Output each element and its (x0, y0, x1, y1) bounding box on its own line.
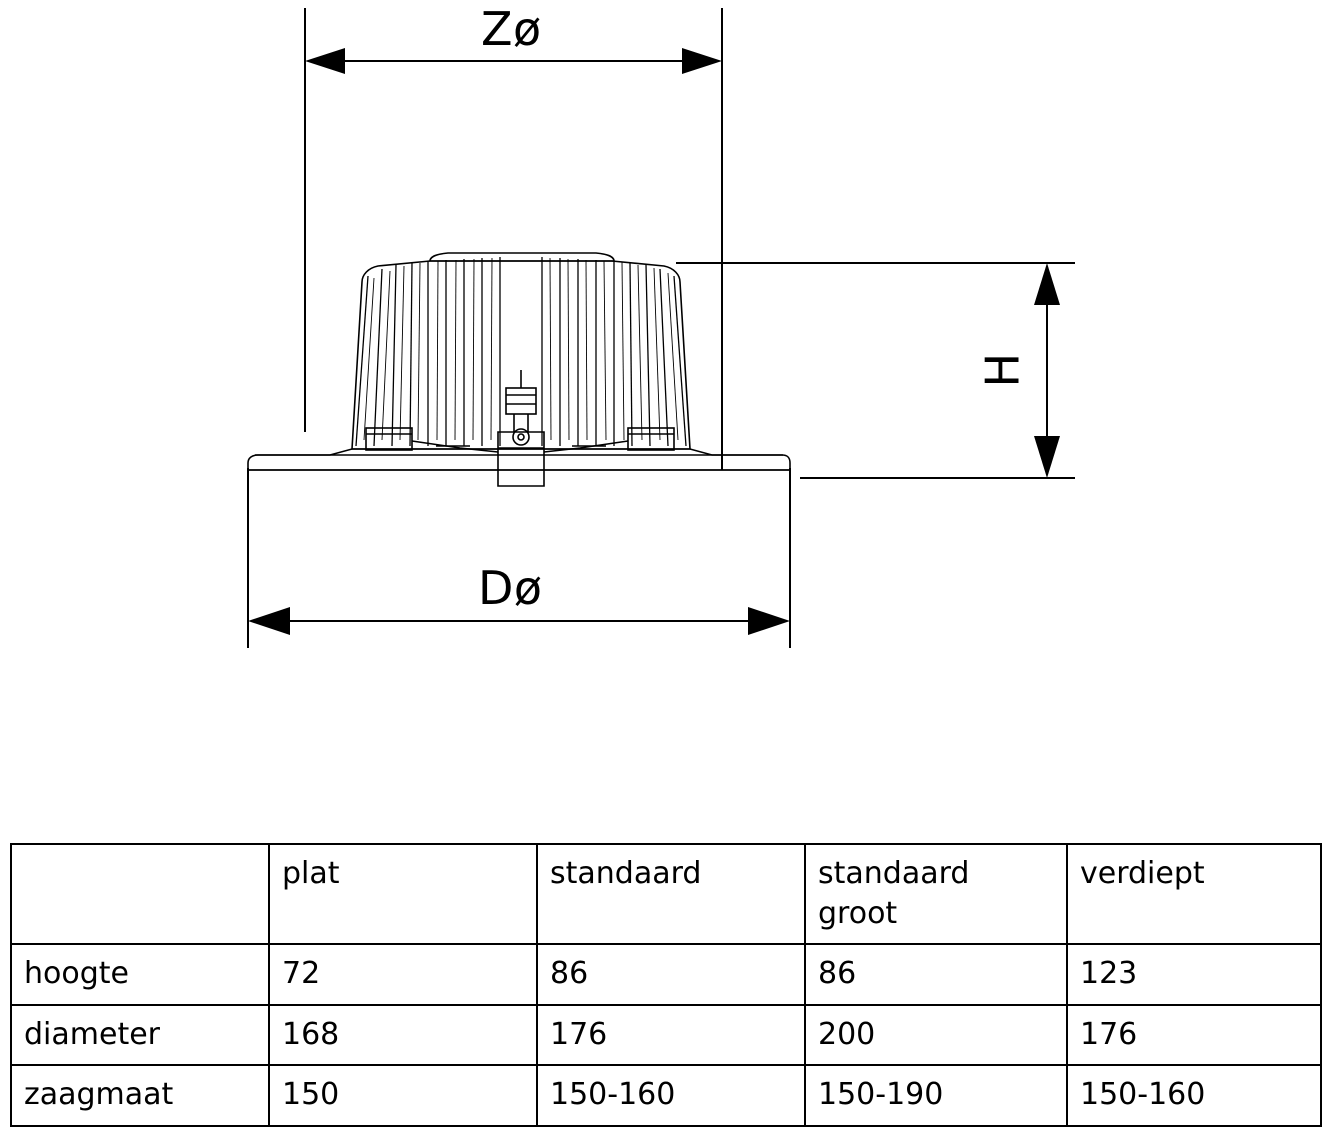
row-label-diameter: diameter (11, 1005, 269, 1066)
z-diameter-label: Zø (481, 2, 542, 56)
hoogte-plat: 72 (269, 944, 537, 1005)
header-cell-plat: plat (269, 844, 537, 944)
table-row-hoogte (11, 944, 1321, 1005)
height-label: H (975, 352, 1030, 388)
table-header-row (11, 844, 1321, 944)
table-row-zaagmaat (11, 1065, 1321, 1126)
zaagmaat-verdiept: 150-160 (1067, 1065, 1321, 1126)
center-screw-head (518, 434, 524, 440)
d-arrow-right (748, 607, 790, 635)
hoogte-verdiept: 123 (1067, 944, 1321, 1005)
spring-clip-left (366, 428, 412, 450)
d-arrow-left (248, 607, 290, 635)
z-arrow-right (682, 48, 722, 74)
header-cell-standaard-groot: standaard groot (805, 844, 1067, 944)
heatsink-outline (352, 261, 690, 449)
diameter-standaard-groot: 200 (805, 1005, 1067, 1066)
hoogte-standaard: 86 (537, 944, 805, 1005)
zaagmaat-standaard: 150-160 (537, 1065, 805, 1126)
d-diameter-label: Dø (478, 561, 543, 615)
header-cell-blank (11, 844, 269, 944)
diameter-plat: 168 (269, 1005, 537, 1066)
diameter-verdiept: 176 (1067, 1005, 1321, 1066)
table-row-diameter (11, 1005, 1321, 1066)
z-arrow-left (305, 48, 345, 74)
specification-table (10, 843, 1322, 1127)
hoogte-standaard-groot: 86 (805, 944, 1067, 1005)
terminal-block (506, 388, 536, 414)
row-label-hoogte: hoogte (11, 944, 269, 1005)
flange-outline (248, 449, 790, 470)
row-label-zaagmaat: zaagmaat (11, 1065, 269, 1126)
zaagmaat-plat: 150 (269, 1065, 537, 1126)
heatsink-fins (356, 257, 686, 446)
header-cell-verdiept: verdiept (1067, 844, 1321, 944)
top-cap (430, 253, 614, 261)
h-arrow-bottom (1034, 436, 1060, 478)
luminaire-body (248, 253, 790, 486)
h-arrow-top (1034, 263, 1060, 305)
header-cell-standaard: standaard (537, 844, 805, 944)
zaagmaat-standaard-groot: 150-190 (805, 1065, 1067, 1126)
diameter-standaard: 176 (537, 1005, 805, 1066)
